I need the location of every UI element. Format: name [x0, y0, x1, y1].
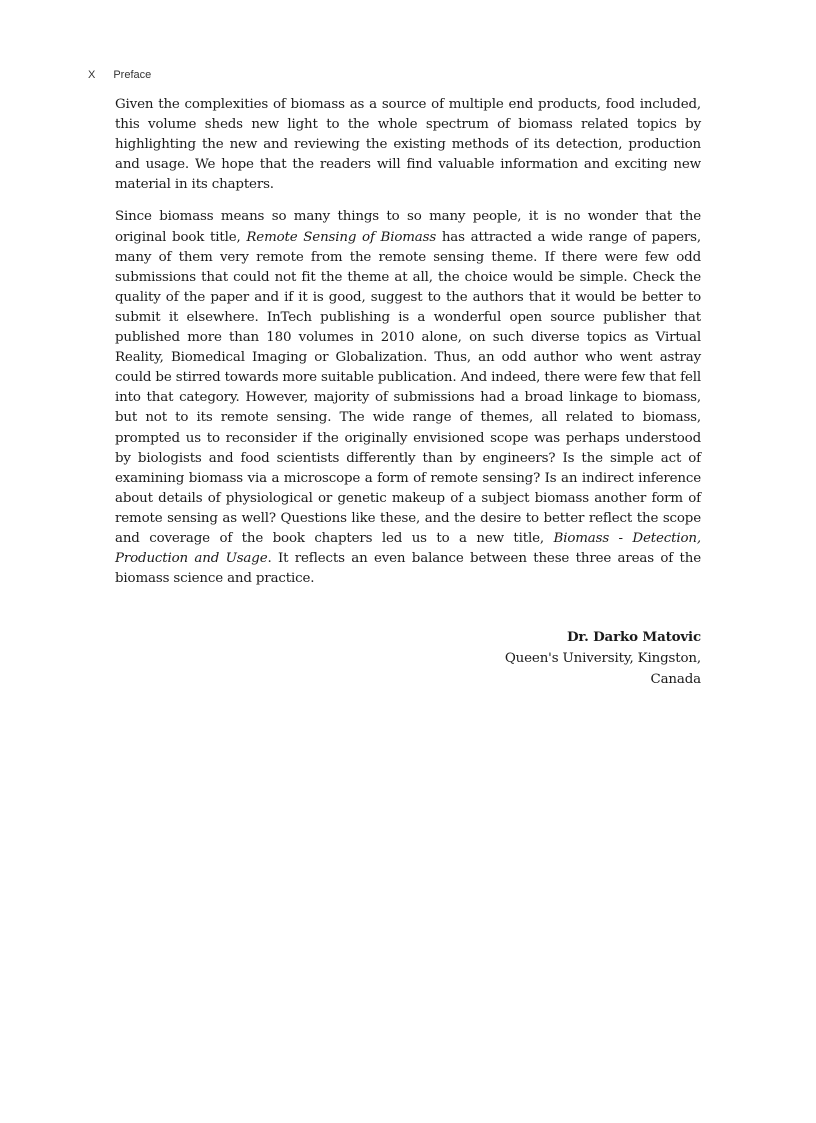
paragraph-1: Given the complexities of biomass as a source of multiple end products, food included, this volume sheds new light to the whole spectrum of biomass related topics by highlighting the new and reviewing the existing methods of its detection, production and usage. We hope that the readers will find valuable information and exciting new material in its chapters. [115, 97, 701, 193]
author-country: Canada [650, 672, 701, 687]
page-number: X [88, 69, 96, 81]
new-book-title: Biomass - Detection, Production and Usage [115, 530, 701, 567]
author-affiliation: Queen's University, Kingston, [504, 651, 701, 666]
section-title: Preface [113, 69, 152, 81]
paragraph-2-text-a: Since biomass means so many things to so many people, it is no wonder that the original book title, [115, 209, 701, 245]
running-header [88, 68, 151, 82]
paragraph-2-text-c: . It reflects an even balance between these three areas of the biomass science and practice. [115, 551, 701, 587]
signature-block [505, 627, 701, 690]
paragraph-2 [115, 207, 701, 589]
author-name: Dr. Darko Matovic [566, 629, 701, 645]
paragraph-2-text-b: has attracted a wide range of papers, many of them very remote from the remote sensing theme. If there were few odd submissions that could not fit the theme at all, the choice would be simple. Check the quality of the paper and if it is good, suggest to the authors that it would be better to submit it elsewhere. InTech publishing is a wonderful open source publisher that published more than 180 volumes in 2010 alone, on such diverse topics as Virtual Reality, Biomedical Imaging or Globalization. Thus, an odd author who went astray could be stirred towards more suitable publication. And indeed, there were few that fell into that category. However, majority of submissions had a broad linkage to biomass, but not to its remote sensing. The wide range of themes, all related to biomass, prompted us to reconsider if the originally envisioned scope was perhaps understood by biologists and food scientists differently than by engineers? Is the simple act of examining biomass via a microscope a form of remote sensing? Is an indirect inference about details of physiological or genetic makeup of a subject biomass another form of remote sensing as well? Questions like these, and the desire to better reflect the scope and coverage of the book chapters led us to a new title, [115, 229, 701, 546]
preface-body [115, 95, 701, 601]
original-book-title: Remote Sensing of Biomass [246, 229, 437, 245]
